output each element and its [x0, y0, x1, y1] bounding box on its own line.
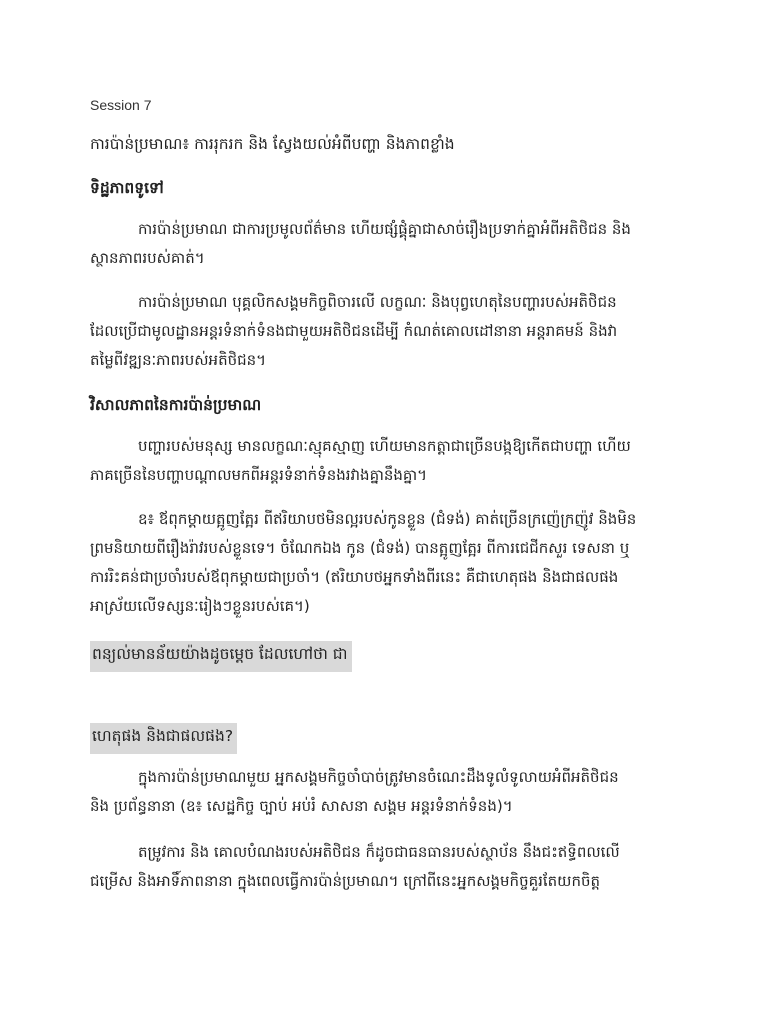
- text-line: បញ្ហារបស់មនុស្ស មានលក្ខណៈស្មុគស្មាញ ហើយមានកត្តាជាច្រើនបង្កឱ្យកើតជាបញ្ហា ហើយ: [138, 437, 631, 455]
- text-line: តម្រូវការ និង គោលបំណងរបស់អតិថិជន ក៏ដូចជាធនធានរបស់ស្ថាប័ន នឹងជះឥទ្ធិពលលើ: [138, 843, 620, 861]
- page-title: ការប៉ាន់ប្រមាណ៖ ការរុករក និង ស្វែងយល់អំពីបញ្ហា និងភាពខ្លាំង: [90, 135, 455, 153]
- paragraph-complexity-1: [90, 432, 688, 490]
- highlighted-question-2: ហេតុផង និងជាផលផង?: [90, 723, 237, 754]
- paragraph-overview-2: [90, 288, 688, 375]
- text-line: ឧ៖ ឪពុកម្តាយត្អូញត្អែរ ពីឥរិយាបថមិនល្អរបស់កូនខ្លួន (ជំទង់) គាត់ច្រើនក្រញ៉េក្រញ៉ូវ និងមិន: [138, 510, 637, 528]
- text-line: ដែលប្រើជាមូលដ្ឋានអន្តរទំនាក់ទំនងជាមួយអតិថិជនដើម្បី កំណត់គោលដៅនានា អន្តរាគមន៍ និងវា: [90, 322, 618, 340]
- text-line: ក្នុងការប៉ាន់ប្រមាណមួយ អ្នកសង្គមកិច្ចចាំបាច់ត្រូវមានចំណេះដឹងទូលំទូលាយអំពីអតិថិជន: [138, 768, 619, 786]
- highlighted-question-1: ពន្យល់មានន័យយ៉ាងដូចម្តេច ដែលហៅថា ជា: [90, 641, 352, 672]
- text-line: ការរិះគន់ជាប្រចាំរបស់ឪពុកម្តាយជាប្រចាំ។ (ឥរិយាបថអ្នកទាំងពីរនេះ គឺជាហេតុផង និងជាផលផង: [90, 568, 619, 586]
- paragraph-context-2: [90, 838, 688, 896]
- text-line: និង ប្រព័ន្ធនានា (ឧ៖ សេដ្ឋកិច្ច ច្បាប់ អប់រំ សាសនា សង្គម អន្តរទំនាក់ទំនង)។: [90, 797, 513, 815]
- text-line: តម្លៃពីវឌ្ឍនៈភាពរបស់អតិថិជន។: [90, 351, 267, 369]
- heading-complexity: វិសាលភាពនៃការប៉ាន់ប្រមាណ: [90, 396, 262, 414]
- text-line: អាស្រ័យលើទស្សនៈរៀងៗខ្លួនរបស់គេ។): [90, 597, 310, 615]
- text-line: ការប៉ាន់ប្រមាណ ជាការប្រមូលព័ត៌មាន ហើយផ្សំផ្គុំគ្នាជាសាច់រឿងប្រទាក់គ្នាអំពីអតិថិជន និង: [138, 220, 631, 238]
- text-line: ព្រមនិយាយពីរឿងរ៉ាវរបស់ខ្លួនទេ។ ចំណែកឯង កូន (ជំទង់) បានត្អូញត្អែរ ពីការជេជីកសួរ ទេសនា ឬ: [90, 539, 630, 557]
- text-line: ជម្រើស និងអាទិ៍ភាពនានា ក្នុងពេលធ្វើការប៉ាន់ប្រមាណ។ ក្រៅពីនេះអ្នកសង្គមកិច្ចគួរតែយកចិត្ត: [90, 872, 601, 890]
- paragraph-overview-1: [90, 215, 688, 273]
- text-line: ភាគច្រើននៃបញ្ហាបណ្តាលមកពីអន្តរទំនាក់ទំនងរវាងគ្នានឹងគ្នា។: [90, 466, 428, 484]
- text-line: ការប៉ាន់ប្រមាណ បុគ្គលិកសង្គមកិច្ចពិចារលើ លក្ខណៈ និងបុព្វហេតុនៃបញ្ហារបស់អតិថិជន: [138, 293, 617, 311]
- text-line: ស្ថានភាពរបស់គាត់។: [90, 249, 205, 267]
- paragraph-context-1: [90, 763, 688, 821]
- paragraph-complexity-2: [90, 505, 688, 621]
- session-label: Session 7: [90, 97, 152, 113]
- heading-overview: ទិដ្ឋភាពទូទៅ: [90, 179, 164, 197]
